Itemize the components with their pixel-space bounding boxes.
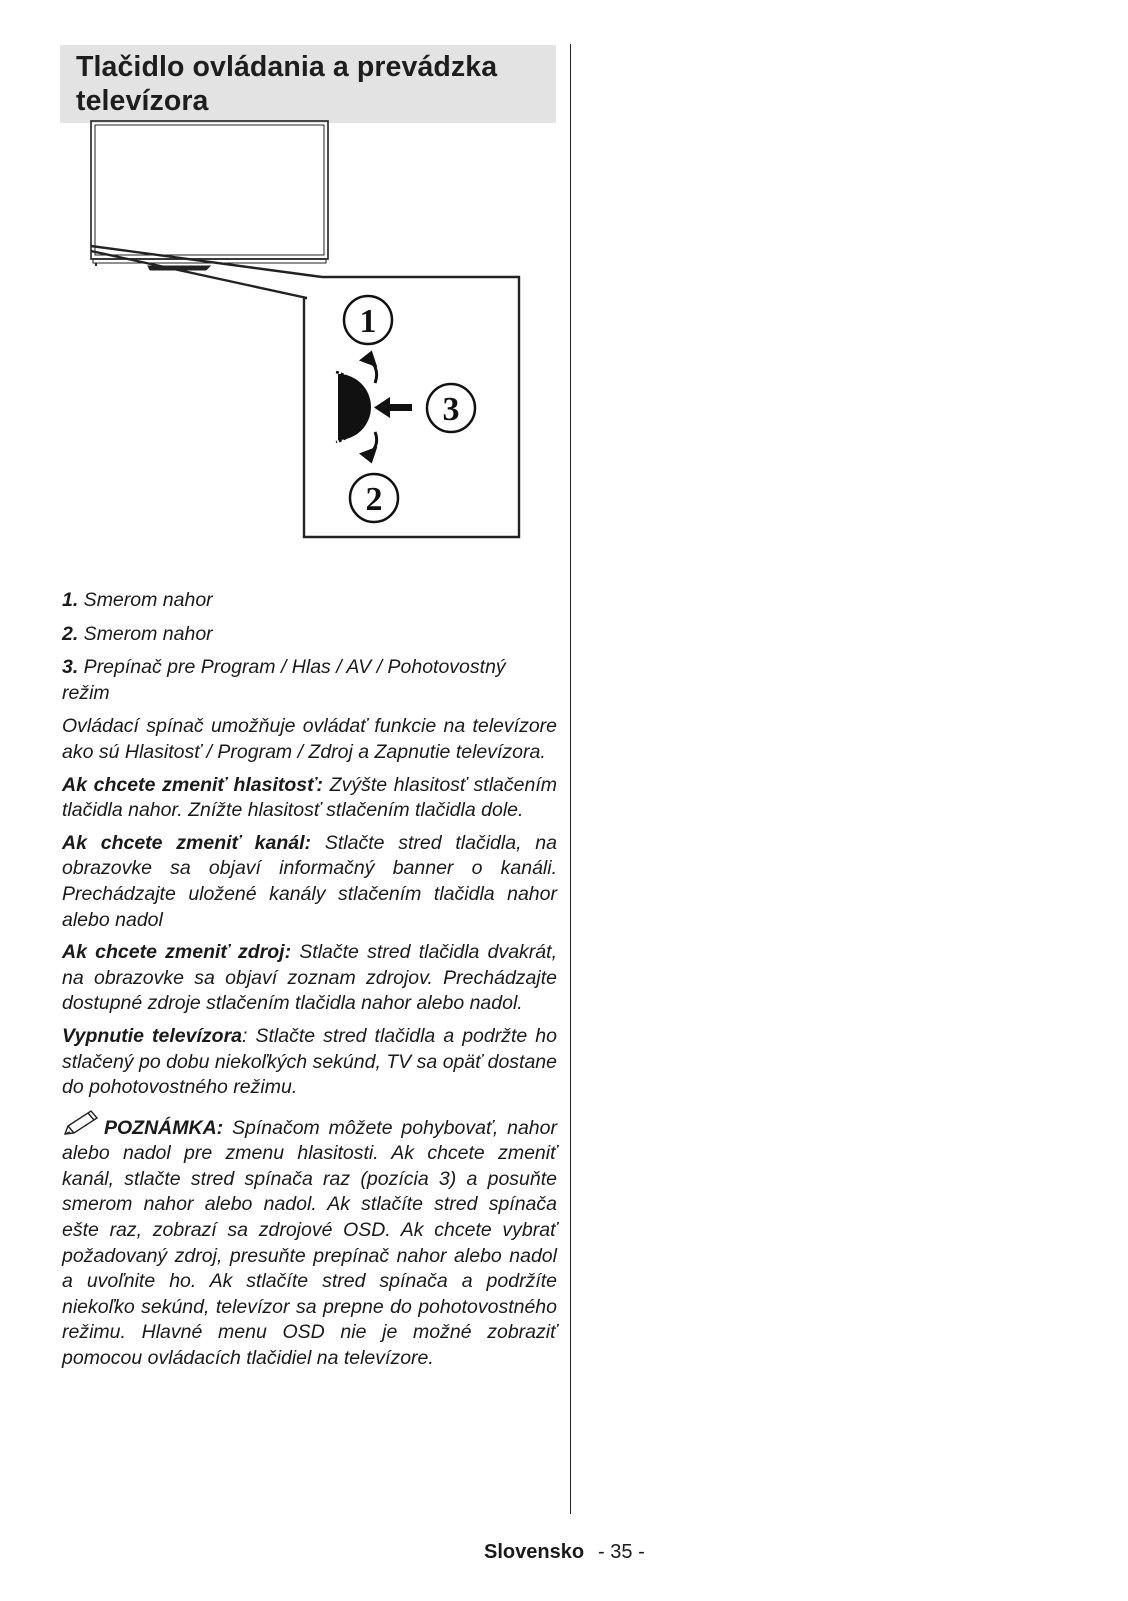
tv-control-diagram	[60, 120, 560, 550]
note-paragraph	[62, 1108, 557, 1372]
press-arrow-icon	[374, 397, 412, 418]
marker-2-icon	[350, 474, 398, 522]
footer-language: Slovensko	[484, 1541, 585, 1563]
list-number: 3.	[62, 656, 79, 679]
section-title-box	[60, 45, 556, 123]
up-arrow-icon	[362, 353, 377, 383]
down-arrow-icon	[362, 432, 377, 461]
note-text: Spínačom môžete pohybovať, nahor alebo nadol pre zmenu hlasitosti. Ak chcete zmeniť kanál, stlačte stred spínača raz (pozícia 3) a posuňte smerom nahor alebo nadol. Ak stlačíte stred spínača ešte raz, zobrazí sa zdrojové OSD. Ak chcete vybrať požadovaný zdroj, presuňte prepínač nahor alebo nadol a uvoľnite ho. Ak stlačíte stred spínača a podržíte niekoľko sekúnd, televízor sa prepne do pohotovostného režimu. Hlavné menu OSD nie je možné zobraziť pomocou ovládacích tlačidiel na televízore.	[62, 1116, 557, 1370]
channel-paragraph	[62, 831, 557, 933]
note-label: POZNÁMKA:	[104, 1116, 224, 1139]
marker-3-icon	[427, 384, 475, 432]
channel-label: Ak chcete zmeniť kanál:	[62, 831, 312, 854]
list-number: 1.	[62, 589, 79, 611]
volume-paragraph	[62, 773, 557, 824]
list-item-2	[62, 622, 557, 648]
tv-set-drawing	[91, 121, 328, 270]
page-footer	[484, 1541, 645, 1564]
list-text: Smerom nahor	[78, 589, 213, 611]
volume-label: Ak chcete zmeniť hlasitosť:	[62, 773, 323, 796]
list-text: Smerom nahor	[78, 622, 213, 645]
control-switch-icon	[336, 372, 371, 442]
svg-text:3: 3	[442, 391, 460, 428]
source-label: Ak chcete zmeniť zdroj:	[62, 941, 292, 964]
column-divider	[570, 44, 571, 1514]
list-number: 2.	[62, 622, 79, 645]
poweroff-label: Vypnutie televízora	[62, 1024, 243, 1047]
channel-text: Stlačte stred tlačidla, na obrazovke sa objaví informačný banner o kanáli. Prechádzajte uložené kanály stlačením tlačidla nahor alebo nadol	[62, 831, 557, 931]
list-text: Prepínač pre Program / Hlas / AV / Pohotovostný režim	[62, 656, 506, 704]
list-item-3	[62, 655, 557, 706]
poweroff-text: : Stlačte stred tlačidla a podržte ho stlačený po dobu niekoľkých sekúnd, TV sa opäť dostane do pohotovostného režimu.	[62, 1024, 557, 1099]
source-text: Stlačte stred tlačidla dvakrát, na obrazovke sa objaví zoznam zdrojov. Prechádzajte dostupné zdroje stlačením tlačidla nahor alebo nadol.	[62, 941, 557, 1015]
source-paragraph	[62, 940, 557, 1017]
svg-text:2: 2	[365, 481, 383, 518]
page-number: - 35 -	[598, 1541, 645, 1563]
pencil-note-icon	[62, 1108, 102, 1138]
section-title: Tlačidlo ovládania a prevádzka televízora	[76, 51, 498, 117]
intro-paragraph: Ovládací spínač umožňuje ovládať funkcie na televízore ako sú Hlasitosť / Program / Zdroj a Zapnutie televízora.	[62, 715, 557, 763]
poweroff-paragraph	[62, 1024, 557, 1101]
list-item-1	[62, 588, 557, 614]
marker-1-icon	[344, 296, 392, 344]
volume-text: Zvýšte hlasitosť stlačením tlačidla nahor. Znížte hlasitosť stlačením tlačidla dole.	[62, 773, 557, 822]
svg-text:1: 1	[359, 303, 377, 340]
instructions-column	[62, 588, 557, 1379]
